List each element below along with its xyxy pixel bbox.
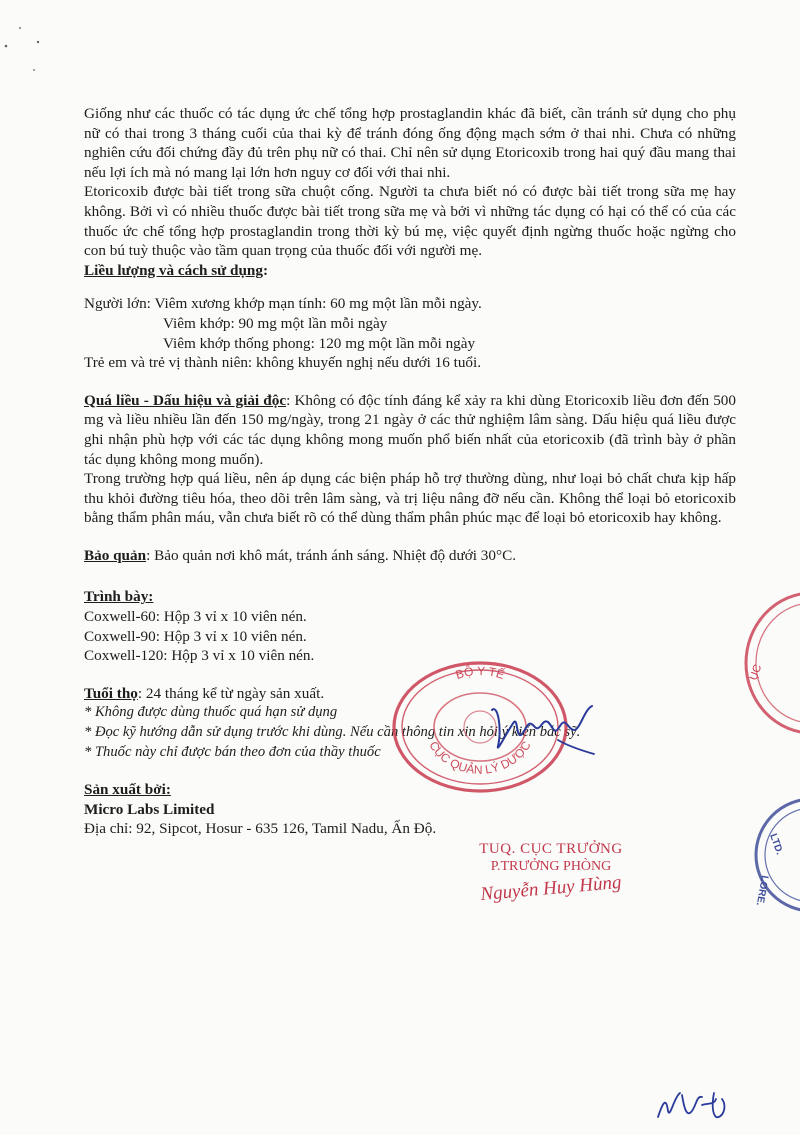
presentation-item: Coxwell-120: Hộp 3 vỉ x 10 viên nén. xyxy=(84,647,315,665)
manufacturer-heading: Sản xuất bởi: xyxy=(84,781,171,799)
note-read-instructions: * Đọc kỹ hướng dẫn sử dụng trước khi dùng. Nếu cần thông tin xin hỏi ý kiến bác sỹ. xyxy=(84,724,581,741)
spacer xyxy=(84,373,736,391)
manufacturer-address: Địa chỉ: 92, Sipcot, Hosur - 635 126, Tamil Nadu, Ấn Độ. xyxy=(84,820,437,838)
overdose-text-2: Trong trường hợp quá liều, nên áp dụng các biện pháp hỗ trợ thường dùng, như loại bỏ chất chưa kịp hấp thu khỏi đường tiêu hóa, theo dõi trên lâm sàng, và trị liệu nâng đỡ nếu cần. Không thể loại bỏ etoricoxib bằng thẩm phân máu, vẫn chưa biết rõ có thể dùng thẩm phân phúc mạc để loại bỏ etoricoxib hay không. xyxy=(84,470,736,527)
pregnancy-paragraph: Giống như các thuốc có tác dụng ức chế tổng hợp prostaglandin khác đã biết, cần tránh sử dụng cho phụ nữ có thai trong 3 tháng cuối của thai kỳ để tránh đóng ống động mạch sớm ở thai nhi. Chưa có những nghiên cứu đối chứng đầy đủ trên phụ nữ có thai. Chỉ nên sử dụng Etoricoxib trong hai quý đầu mang thai nếu lợi ích mà nó mang lại lớn hơn nguy cơ đối với thai nhi. xyxy=(84,105,736,181)
seal-bottom-text: CỤC QUẢN LÝ DƯỢC xyxy=(426,738,534,777)
dosage-line-1: Viêm xương khớp mạn tính: 60 mg một lần mỗi ngày. xyxy=(154,295,482,313)
edge-blue-text-2: LORE. xyxy=(753,874,770,907)
edge-blue-stamp xyxy=(744,795,800,915)
shelf-life-heading: Tuổi thọ xyxy=(84,684,138,702)
corner-specks xyxy=(0,20,60,80)
presentation-item: Coxwell-90: Hộp 3 vỉ x 10 viên nén. xyxy=(84,627,307,645)
shelf-life-text: : 24 tháng kể từ ngày sản xuất. xyxy=(137,684,325,702)
edge-red-stamp xyxy=(722,585,800,735)
storage-text: : Bảo quản nơi khô mát, tránh ánh sáng. Nhiệt độ dưới 30°C. xyxy=(146,546,516,564)
spacer xyxy=(84,528,736,546)
dosage-heading-colon: : xyxy=(262,261,269,279)
note-prescription: * Thuốc này chỉ được bán theo đơn của thầy thuốc xyxy=(84,743,381,760)
adult-label: Người lớn: xyxy=(84,295,155,313)
dosage-heading-line xyxy=(84,261,736,281)
note-expiry: * Không được dùng thuốc quá hạn sử dụng xyxy=(84,704,338,721)
dosage-line-2: Viêm khớp: 90 mg một lần mỗi ngày xyxy=(163,314,388,332)
storage-paragraph xyxy=(84,546,736,566)
dosage-heading: Liều lượng và cách sử dụng xyxy=(84,261,263,279)
edge-blue-text-1: LTD. xyxy=(767,832,785,857)
overdose-paragraph xyxy=(84,391,736,469)
svg-text:BỘ Y TẾ xyxy=(454,663,507,682)
overdose-heading: Quá liều - Dấu hiệu và giải độc xyxy=(84,391,287,409)
storage-heading: Bảo quản xyxy=(84,546,147,564)
signature-block xyxy=(456,840,646,906)
signer-title-1: TUQ. CỤC TRƯỞNG xyxy=(479,841,623,857)
spacer xyxy=(84,565,736,587)
spacer xyxy=(84,280,736,294)
edge-red-text: ỤC xyxy=(747,662,765,683)
dosage-adult-line xyxy=(84,294,736,314)
signer-title-2: P.TRƯỞNG PHÒNG xyxy=(490,859,612,874)
signer-name: Nguyễn Huy Hùng xyxy=(479,871,623,906)
dosage-line-3: Viêm khớp thống phong: 120 mg một lần mỗi ngày xyxy=(163,334,476,352)
presentation-heading: Trình bày: xyxy=(84,588,154,606)
manufacturer-name: Micro Labs Limited xyxy=(84,800,215,818)
presentation-item: Coxwell-60: Hộp 3 vỉ x 10 viên nén. xyxy=(84,608,307,626)
handwritten-initials xyxy=(652,1085,762,1125)
dosage-children: Trẻ em và trẻ vị thành niên: không khuyến nghị nếu dưới 16 tuổi. xyxy=(84,354,482,372)
signature-scribble xyxy=(488,700,598,760)
overdose-text-1: : Không có độc tính đáng kể xảy ra khi dùng Etoricoxib liều đơn đến 500 mg và liều nhiều lần đến 150 mg/ngày, trong 21 ngày ở các thử nghiệm lâm sàng. Dấu hiệu quá liều được ghi nhận phù hợp với các tác dụng không mong muốn phổ biến nhất của etoricoxib (đã trình bày ở phần tác dụng không mong muốn). xyxy=(84,391,736,468)
seal-top-text: BỘ Y TẾ xyxy=(453,663,507,682)
lactation-paragraph: Etoricoxib được bài tiết trong sữa chuột cống. Người ta chưa biết nó có được bài tiết trong sữa mẹ hay không. Bởi vì có nhiều thuốc được bài tiết trong sữa mẹ và bởi vì những tác dụng có hại có thể có của các thuốc ức chế tổng hợp prostaglandin trong thời kỳ bú mẹ, việc quyết định ngừng thuốc hoặc ngừng cho con bú tuỳ thuộc vào tầm quan trọng của thuốc đối với người mẹ. xyxy=(84,183,736,260)
